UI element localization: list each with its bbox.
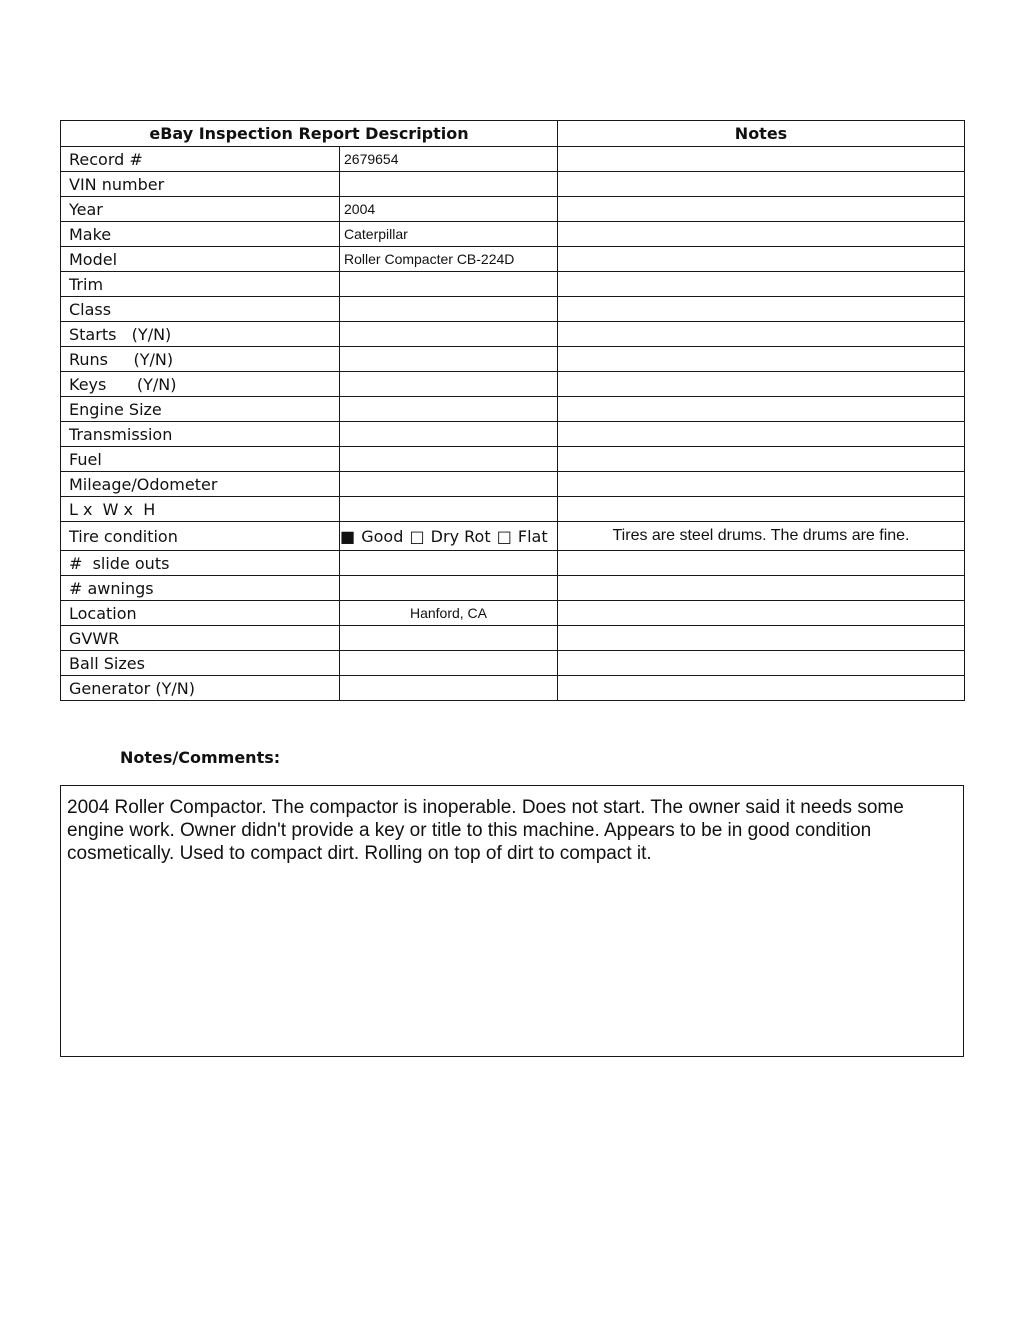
row-notes bbox=[558, 147, 965, 172]
row-notes bbox=[558, 297, 965, 322]
row-label: GVWR bbox=[61, 626, 340, 651]
table-row bbox=[61, 222, 965, 247]
table-header-row bbox=[61, 121, 965, 147]
row-notes bbox=[558, 397, 965, 422]
row-label: Class bbox=[61, 297, 340, 322]
table-row bbox=[61, 397, 965, 422]
row-label: Runs (Y/N) bbox=[61, 347, 340, 372]
table-row bbox=[61, 601, 965, 626]
checkbox-dry-rot-icon[interactable]: □ bbox=[409, 526, 425, 546]
slide-outs-value bbox=[340, 551, 558, 576]
row-notes bbox=[558, 497, 965, 522]
mileage-value bbox=[340, 472, 558, 497]
row-label: # slide outs bbox=[61, 551, 340, 576]
row-label: Record # bbox=[61, 147, 340, 172]
checkbox-good-checked-icon[interactable]: ■ bbox=[340, 526, 356, 546]
record-number-value: 2679654 bbox=[340, 147, 558, 172]
row-notes bbox=[558, 626, 965, 651]
fuel-value bbox=[340, 447, 558, 472]
model-value: Roller Compacter CB-224D bbox=[340, 247, 558, 272]
row-notes bbox=[558, 372, 965, 397]
table-row bbox=[61, 626, 965, 651]
comments-box bbox=[60, 785, 964, 1057]
description-header: eBay Inspection Report Description bbox=[61, 121, 558, 147]
row-notes bbox=[558, 347, 965, 372]
table-row bbox=[61, 372, 965, 397]
row-notes bbox=[558, 601, 965, 626]
engine-size-value bbox=[340, 397, 558, 422]
row-label: Fuel bbox=[61, 447, 340, 472]
comments-title: Notes/Comments: bbox=[120, 748, 281, 767]
dimensions-value bbox=[340, 497, 558, 522]
row-label: Trim bbox=[61, 272, 340, 297]
row-label: Model bbox=[61, 247, 340, 272]
row-notes bbox=[558, 322, 965, 347]
row-notes bbox=[558, 676, 965, 701]
notes-header: Notes bbox=[558, 121, 965, 147]
table-row bbox=[61, 322, 965, 347]
table-row bbox=[61, 676, 965, 701]
option-good-label: Good bbox=[361, 526, 404, 546]
row-label: Ball Sizes bbox=[61, 651, 340, 676]
table-row bbox=[61, 272, 965, 297]
row-notes bbox=[558, 447, 965, 472]
row-label: Tire condition bbox=[61, 522, 340, 551]
table-row bbox=[61, 172, 965, 197]
option-dry-rot-label: Dry Rot bbox=[430, 526, 491, 546]
table-row bbox=[61, 472, 965, 497]
table-row bbox=[61, 522, 965, 551]
table-row bbox=[61, 297, 965, 322]
row-label: Generator (Y/N) bbox=[61, 676, 340, 701]
row-label: Make bbox=[61, 222, 340, 247]
checkbox-flat-icon[interactable]: □ bbox=[496, 526, 512, 546]
row-label: Location bbox=[61, 601, 340, 626]
gvwr-value bbox=[340, 626, 558, 651]
inspection-report-table bbox=[60, 120, 965, 701]
row-notes bbox=[558, 551, 965, 576]
tire-condition-notes: Tires are steel drums. The drums are fine. bbox=[558, 522, 965, 551]
row-notes bbox=[558, 197, 965, 222]
row-label: Engine Size bbox=[61, 397, 340, 422]
trim-value bbox=[340, 272, 558, 297]
row-label: Year bbox=[61, 197, 340, 222]
keys-value bbox=[340, 372, 558, 397]
class-value bbox=[340, 297, 558, 322]
row-notes bbox=[558, 272, 965, 297]
table-row bbox=[61, 347, 965, 372]
row-label: Keys (Y/N) bbox=[61, 372, 340, 397]
table-row bbox=[61, 197, 965, 222]
row-notes bbox=[558, 576, 965, 601]
table-row bbox=[61, 147, 965, 172]
row-notes bbox=[558, 422, 965, 447]
year-value: 2004 bbox=[340, 197, 558, 222]
awnings-value bbox=[340, 576, 558, 601]
table-row bbox=[61, 551, 965, 576]
row-notes bbox=[558, 222, 965, 247]
comments-text: 2004 Roller Compactor. The compactor is inoperable. Does not start. The owner said it needs some engine work. Owner didn't provide a key or title to this machine. Appears to be in good condition cosmetically. Used to compact dirt. Rolling on top of dirt to compact it. bbox=[67, 797, 904, 864]
starts-value bbox=[340, 322, 558, 347]
table-row bbox=[61, 497, 965, 522]
table-row bbox=[61, 422, 965, 447]
make-value: Caterpillar bbox=[340, 222, 558, 247]
table-row bbox=[61, 247, 965, 272]
row-label: Starts (Y/N) bbox=[61, 322, 340, 347]
table-row bbox=[61, 576, 965, 601]
row-notes bbox=[558, 172, 965, 197]
row-label: Transmission bbox=[61, 422, 340, 447]
row-label: Mileage/Odometer bbox=[61, 472, 340, 497]
table-row bbox=[61, 651, 965, 676]
generator-value bbox=[340, 676, 558, 701]
row-notes bbox=[558, 472, 965, 497]
transmission-value bbox=[340, 422, 558, 447]
row-notes bbox=[558, 247, 965, 272]
row-notes bbox=[558, 651, 965, 676]
table-row bbox=[61, 447, 965, 472]
tire-condition-options bbox=[340, 522, 558, 551]
option-flat-label: Flat bbox=[517, 526, 548, 546]
location-value: Hanford, CA bbox=[340, 601, 558, 626]
row-label: # awnings bbox=[61, 576, 340, 601]
vin-value bbox=[340, 172, 558, 197]
row-label: VIN number bbox=[61, 172, 340, 197]
runs-value bbox=[340, 347, 558, 372]
ball-sizes-value bbox=[340, 651, 558, 676]
row-label: L x W x H bbox=[61, 497, 340, 522]
